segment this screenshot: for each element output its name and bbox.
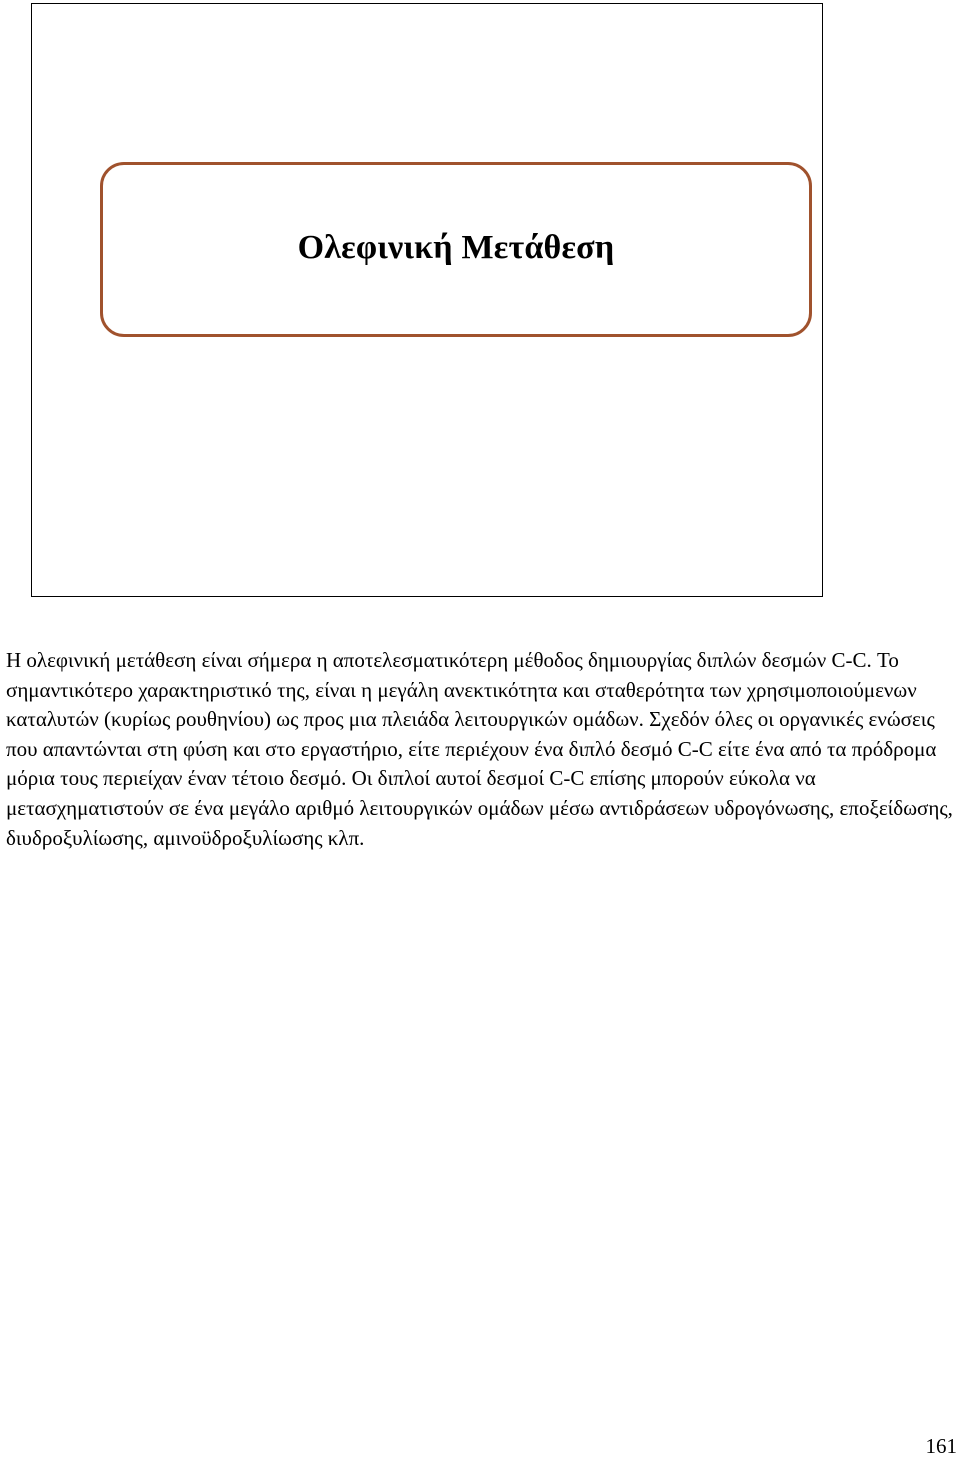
slide-title: Ολεφινική Μετάθεση — [297, 228, 615, 266]
page-number: 161 — [925, 1434, 957, 1458]
notes-paragraph: Η ολεφινική μετάθεση είναι σήμερα η αποτελεσματικότερη μέθοδος δημιουργίας διπλών δεσμών C-C. Το σημαντικότερο χαρακτηριστικό της, είναι η μεγάλη ανεκτικότητα και σταθερότητα των χρησιμοποιούμενων καταλυτών (κυρίως ρουθηνίου) ως προς μια πλειάδα λειτουργικών ομάδων. Σχεδόν όλες οι οργανικές ενώσεις που απαντώνται στη φύση και στο εργαστήριο, είτε περιέχουν ένα διπλό δεσμό C-C είτε ένα από τα πρόδρομα μόρια τους περιείχαν έναν τέτοιο δεσμό. Οι διπλοί αυτοί δεσμοί C-C επίσης μπορούν εύκολα να μετασχηματιστούν σε ένα μεγάλο αριθμό λειτουργικών ομάδων μέσω αντιδράσεων υδρογόνωσης, εποξείδωσης, διυδροξυλίωσης, αμινοϋδροξυλίωσης κλπ. — [6, 648, 953, 850]
slide-title-box — [100, 162, 812, 337]
slide-frame — [31, 3, 823, 597]
